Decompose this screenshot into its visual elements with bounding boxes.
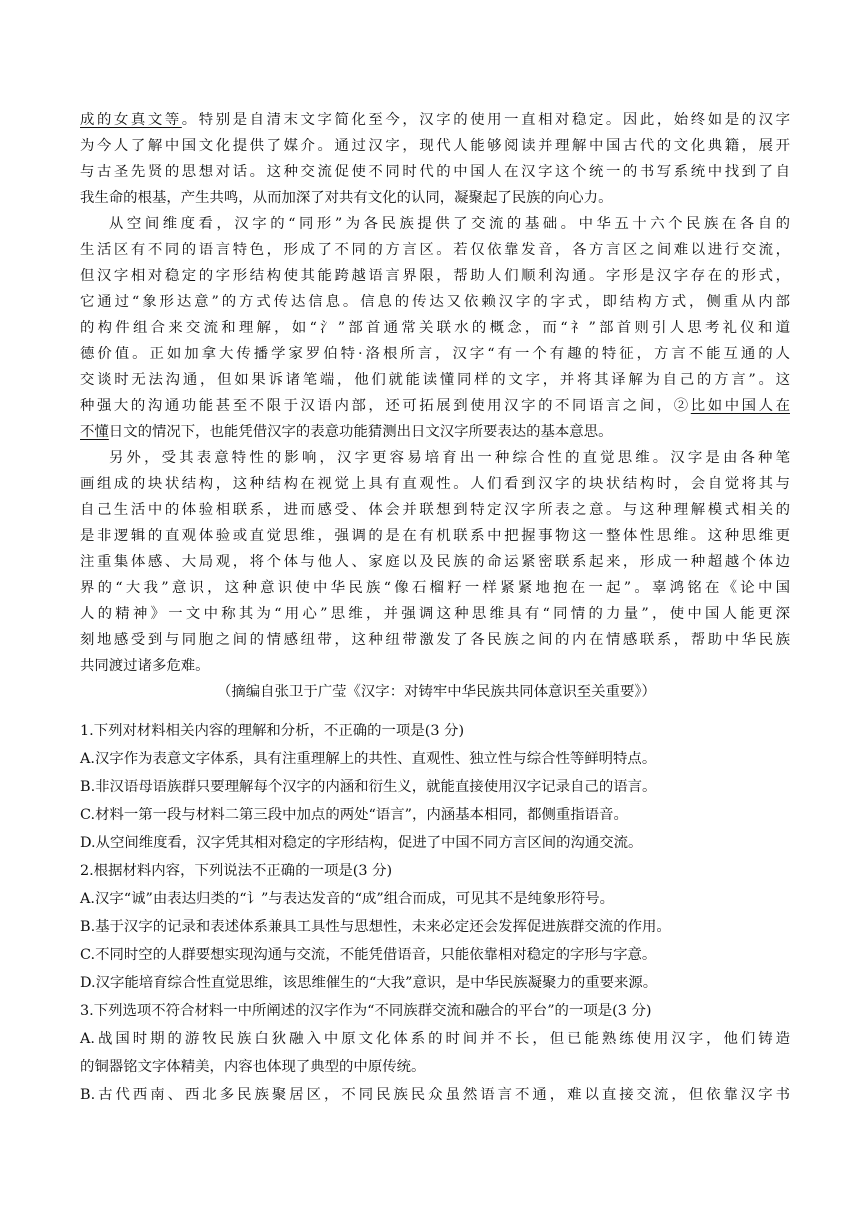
text-line: 与古圣先贤的思想对话。这种交流促使不同时代的中国人在汉字这个统一的书写系统中找到了自 xyxy=(80,164,790,180)
option-b: B.基于汉字的记录和表述体系兼具工具性与思想性，未来必定还会发挥促进族群交流的作用。 xyxy=(80,919,671,935)
text-line: 是非逻辑的直观体验或直觉思维，强调的是在有机联系中把握事物这一整体性思维。这种思维更 xyxy=(80,528,790,544)
option-d: D.从空间维度看，汉字凭其相对稳定的字形结构，促进了中国不同方言区间的沟通交流。 xyxy=(80,835,643,851)
text-line: 共同渡过诸多危难。 xyxy=(80,658,210,674)
option-b: B.非汉语母语族群只要理解每个汉字的内涵和衍生义，就能直接使用汉字记录自己的语言。 xyxy=(80,779,657,795)
question-stem: 2.根据材料内容，下列说法不正确的一项是(3 分) xyxy=(80,863,393,879)
text-line: 它通过“象形达意”的方式传达信息。信息的传达又依赖汉字的字式，即结构方式，侧重从内部 xyxy=(80,294,790,310)
passage-paragraph-2 xyxy=(80,211,790,445)
question-stem: 3.下列选项不符合材料一中所阐述的汉字作为“不同族群交流和融合的平台”的一项是(3 分) xyxy=(80,1003,652,1019)
text-line: 不懂日文的情况下，也能凭借汉字的表意功能猜测出日文汉字所要表达的基本意思。 xyxy=(80,424,613,440)
text-line: 另外，受其表意特性的影响，汉字更容易培育出一种综合性的直觉思维。汉字是由各种笔 xyxy=(109,450,790,466)
text-line: 成的女真文等。特别是自清末文字简化至今，汉字的使用一直相对稳定。因此，始终如是的汉字 xyxy=(80,112,790,128)
exam-page xyxy=(80,107,790,1109)
option-a: A.汉字“诚”由表达归类的“讠”与表达发音的“成”组合而成，可见其不是纯象形符号。 xyxy=(80,891,615,907)
text-line: 从空间维度看，汉字的“同形”为各民族提供了交流的基础。中华五十六个民族在各自的 xyxy=(109,216,790,232)
option-a: A.战国时期的游牧民族白狄融入中原文化体系的时间并不长，但已能熟练使用汉字，他们铸造 xyxy=(80,1031,790,1047)
text-line: 为今人了解中国文化提供了媒介。通过汉字，现代人能够阅读并理解中国古代的文化典籍，展开 xyxy=(80,138,790,154)
passage-paragraph-3 xyxy=(80,445,790,679)
question-stem: 1.下列对材料相关内容的理解和分析，不正确的一项是(3 分) xyxy=(80,723,465,739)
text-line: 注重集体感、大局观，将个体与他人、家庭以及民族的命运紧密联系起来，形成一种超越个体边 xyxy=(80,554,790,570)
option-c: C.材料一第一段与材料二第三段中加点的两处“语言”，内涵基本相同，都侧重指语音。 xyxy=(80,807,628,823)
text-line: 刻地感受到与同胞之间的情感纽带，这种纽带激发了各民族之间的内在情感联系，帮助中华民族 xyxy=(80,632,790,648)
text-line: 种强大的沟通功能甚至不限于汉语内部，还可拓展到使用汉字的不同语言之间，②比如中国人在 xyxy=(80,398,790,414)
text-line: 生活区有不同的语言特色，形成了不同的方言区。若仅依靠发音，各方言区之间难以进行交流， xyxy=(80,242,790,258)
option-b: B.古代西南、西北多民族聚居区，不同民族民众虽然语言不通，难以直接交流，但依靠汉字书 xyxy=(80,1087,790,1103)
text-line: 画组成的块状结构，这种结构在视觉上具有直观性。人们看到汉字的块状结构时，会自觉将其与 xyxy=(80,476,790,492)
text-line: 德价值。正如加拿大传播学家罗伯特·洛根所言，汉字“有一个有趣的特征，方言不能互通的人 xyxy=(80,346,790,362)
source-citation: （摘编自张卫于广莹《汉字：对铸牢中华民族共同体意识至关重要》） xyxy=(217,684,656,700)
passage-paragraph-1 xyxy=(80,107,790,211)
question-2 xyxy=(80,857,790,997)
question-3 xyxy=(80,997,790,1109)
text-line: 自己生活中的体验相联系，进而感受、体会并联想到特定汉字所表之意。与这种理解模式相关的 xyxy=(80,502,790,518)
underlined-phrase: 比如中国人在 xyxy=(690,398,790,414)
option-d: D.汉字能培育综合性直觉思维，该思维催生的“大我”意识，是中华民族凝聚力的重要来源。 xyxy=(80,975,658,991)
option-c: C.不同时空的人群要想实现沟通与交流，不能凭借语音，只能依靠相对稳定的字形与字意。 xyxy=(80,947,657,963)
text-line: 的构件组合来交流和理解，如“氵”部首通常关联水的概念，而“礻”部首则引人思考礼仪和道 xyxy=(80,320,790,336)
text-line: 人的精神》一文中称其为“用心”思维，并强调这种思维具有“同情的力量”，使中国人能更深 xyxy=(80,606,790,622)
text-line: 我生命的根基，产生共鸣，从而加深了对共有文化的认同，凝聚起了民族的向心力。 xyxy=(80,190,613,206)
option-a: A.汉字作为表意文字体系，具有注重理解上的共性、直观性、独立性与综合性等鲜明特点。 xyxy=(80,751,657,767)
text-line: 界的“大我”意识，这种意识使中华民族“像石榴籽一样紧紧地抱在一起”。辜鸿铭在《论中国 xyxy=(80,580,790,596)
underlined-phrase: 不懂 xyxy=(80,424,109,440)
question-1 xyxy=(80,717,790,857)
option-a-continued: 的铜器铭文字体精美，内容也体现了典型的中原传统。 xyxy=(80,1059,426,1075)
text-line: 交谈时无法沟通，但如果诉诸笔端，他们就能读懂同样的文字，并将其译解为自己的方言”。这 xyxy=(80,372,790,388)
underlined-phrase: 成的女真文等 xyxy=(80,112,182,128)
text-line: 但汉字相对稳定的字形结构使其能跨越语言界限，帮助人们顺利沟通。字形是汉字存在的形式， xyxy=(80,268,790,284)
